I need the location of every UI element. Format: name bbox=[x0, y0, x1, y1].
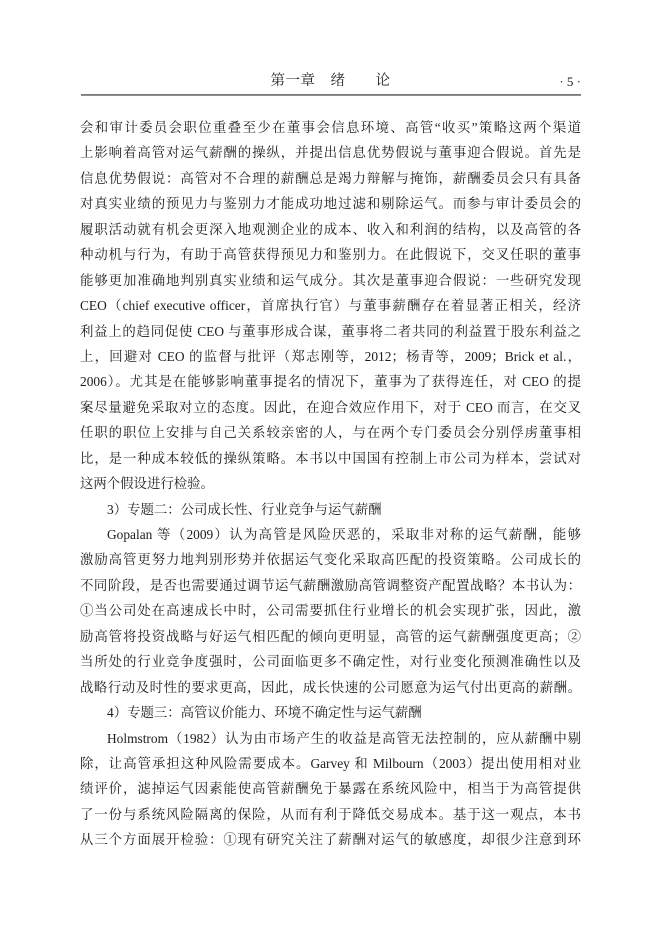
text-line: 履职活动就有机会更深入地观测企业的成本、收入和利润的结构，以及高管的各 bbox=[80, 221, 581, 237]
text-line: Gopalan 等（2009）认为高管是风险厌恶的，采取非对称的运气薪酬，能够 bbox=[107, 527, 581, 542]
text-line: 比，是一种成本较低的操纵策略。本书以中国国有控制上市公司为样本，尝试对 bbox=[80, 450, 581, 466]
running-head bbox=[80, 72, 581, 92]
text-line: ①当公司处在高速成长中时，公司需要抓住行业增长的机会实现扩张，因此，激 bbox=[80, 603, 581, 619]
topic-heading-line: 4）专题三：高管议价能力、环境不确定性与运气薪酬 bbox=[107, 705, 422, 721]
text-line: 不同阶段，是否也需要通过调节运气薪酬激励高管调整资产配置战略？本书认为： bbox=[80, 577, 581, 593]
text-line: 当所处的行业竞争度强时，公司面临更多不确定性，对行业变化预测准确性以及 bbox=[80, 654, 581, 670]
text-line: Holmstrom（1982）认为由市场产生的收益是高管无法控制的，应从薪酬中剔 bbox=[107, 730, 581, 746]
body-text bbox=[80, 115, 581, 853]
text-line: 2006）。尤其是在能够影响董事提名的情况下，董事为了获得连任，对 CEO 的提 bbox=[80, 374, 581, 390]
text-line: 信息优势假说：高管对不合理的薪酬总是竭力辩解与掩饰，薪酬委员会只有具备 bbox=[80, 170, 581, 186]
text-line: 从三个方面展开检验：①现有研究关注了薪酬对运气的敏感度，却很少注意到环 bbox=[80, 832, 581, 848]
text-line: 种动机与行为，有助于高管获得预见力和鉴别力。在此假说下，交叉任职的董事 bbox=[80, 247, 581, 263]
paragraph-end-line: 战略行动及时性的要求更高，因此，成长快速的公司愿意为运气付出更高的薪酬。 bbox=[80, 679, 581, 695]
text-line: 上，回避对 CEO 的监督与批评（郑志刚等，2012；杨青等，2009；Brick et al.， bbox=[80, 348, 581, 364]
text-line: 会和审计委员会职位重叠至少在董事会信息环境、高管“收买”策略这两个渠道 bbox=[80, 120, 581, 135]
text-line: 能够更加准确地判别真实业绩和运气成分。其次是董事迎合假说：一些研究发现 bbox=[80, 272, 581, 288]
text-line: 励高管将投资战略与好运气相匹配的倾向更明显，高管的运气薪酬强度更高；② bbox=[80, 628, 581, 644]
text-line: 对真实业绩的预见力与鉴别力才能成功地过滤和剔除运气。而参与审计委员会的 bbox=[80, 196, 581, 212]
text-line: 上影响着高管对运气薪酬的操纵，并提出信息优势假说与董事迎合假说。首先是 bbox=[80, 145, 581, 161]
topic-heading-line: 3）专题二：公司成长性、行业竞争与运气薪酬 bbox=[107, 501, 382, 517]
text-line: CEO（chief executive officer，首席执行官）与董事薪酬存在着显著正相关，经济 bbox=[80, 298, 581, 314]
page-number: · 5 · bbox=[559, 74, 581, 89]
text-line: 利益上的趋同促使 CEO 与董事形成合谋，董事将二者共同的利益置于股东利益之 bbox=[80, 323, 581, 339]
text-line: 除，让高管承担这种风险需要成本。Garvey 和 Milbourn（2003）提出使用相对业 bbox=[80, 755, 581, 771]
chapter-title: 第一章 绪 论 bbox=[270, 73, 391, 89]
text-line: 任职的职位上安排与自己关系较亲密的人，与在两个专门委员会分别俘虏董事相 bbox=[80, 425, 581, 441]
paragraph-end-line: 这两个假设进行检验。 bbox=[80, 476, 214, 492]
header-rule bbox=[81, 94, 581, 96]
text-line: 绩评价，滤掉运气因素能使高管薪酬免于暴露在系统风险中，相当于为高管提供 bbox=[80, 781, 581, 797]
text-line: 激励高管更努力地判别形势并依据运气变化采取高匹配的投资策略。公司成长的 bbox=[80, 552, 581, 568]
text-line: 案尽量避免采取对立的态度。因此，在迎合效应作用下，对于 CEO 而言，在交叉 bbox=[80, 399, 581, 415]
text-line: 了一份与系统风险隔离的保险，从而有利于降低交易成本。基于这一观点，本书 bbox=[80, 806, 581, 822]
